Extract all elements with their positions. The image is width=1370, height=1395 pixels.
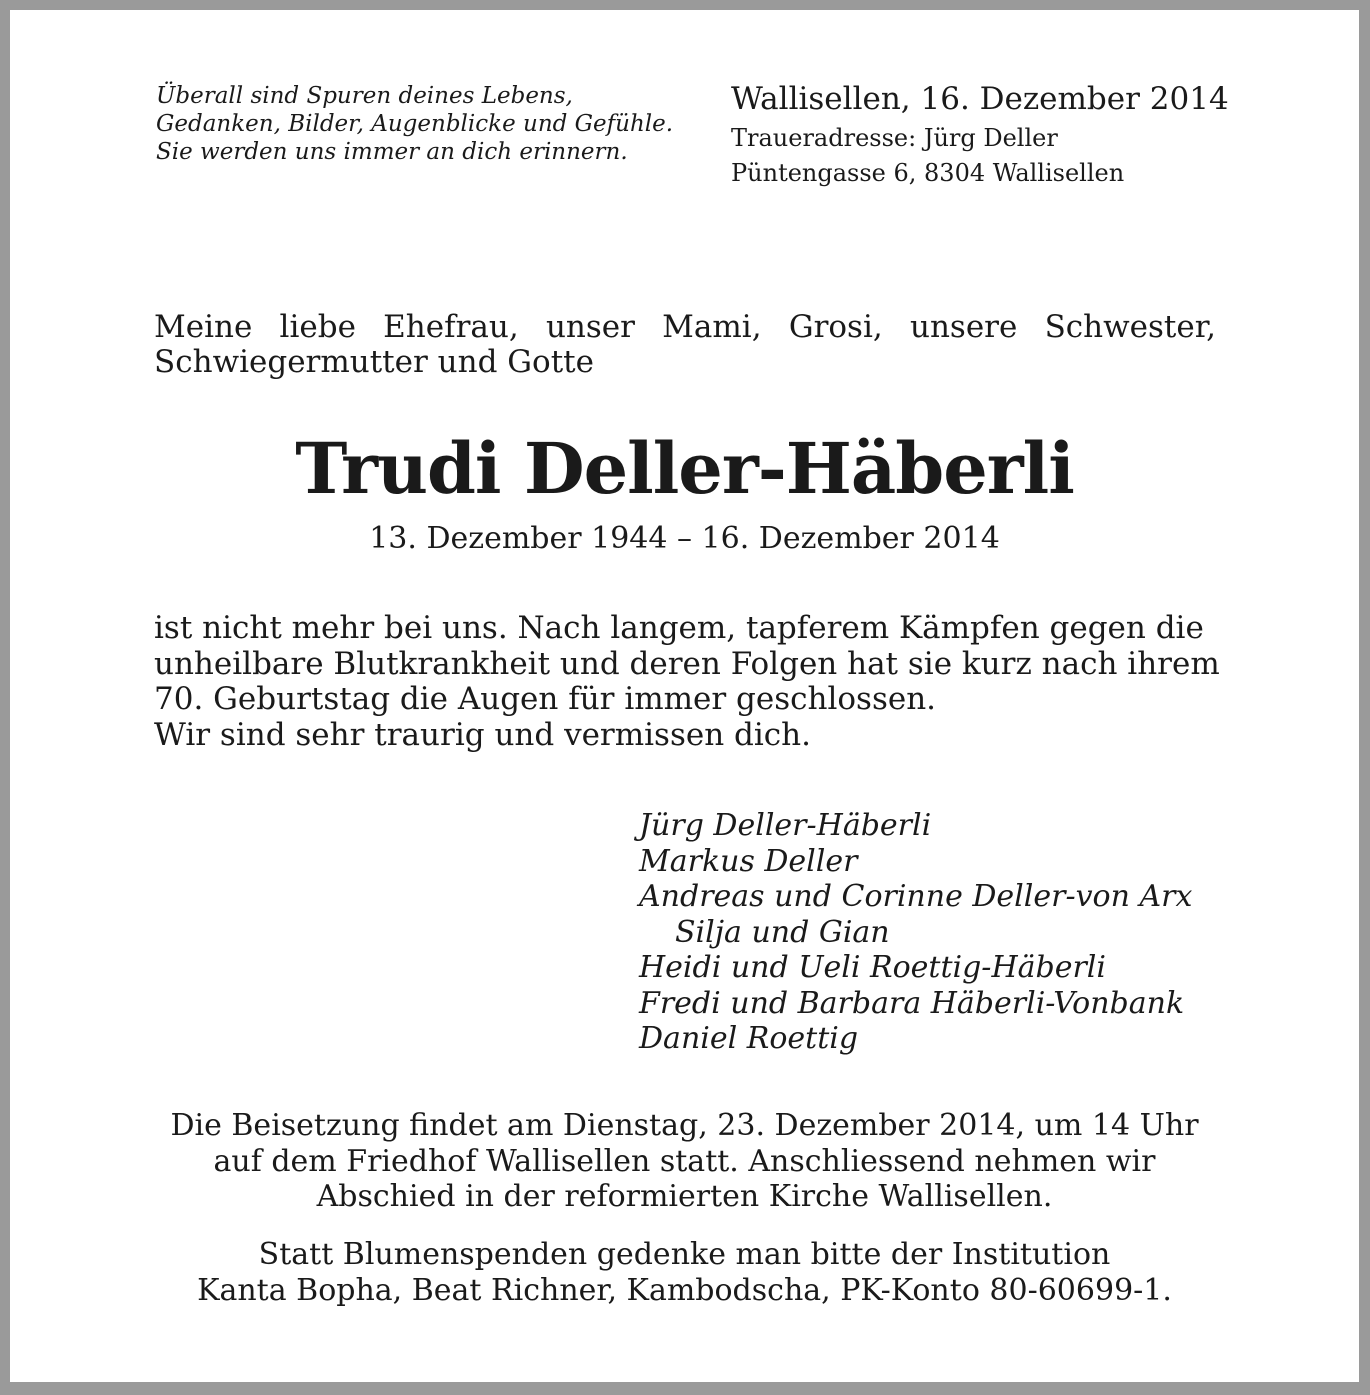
- burial-line: Abschied in der reformierten Kirche Wallisellen.: [316, 1179, 1053, 1214]
- mourner-name: Jürg Deller-Häberli: [639, 808, 932, 843]
- mourner-name: Heidi und Ueli Roettig-Häberli: [639, 950, 1106, 985]
- obituary-page: [10, 10, 1359, 1382]
- mourners-list: [639, 808, 1192, 1057]
- deceased-name: Trudi Deller-Häberli: [295, 427, 1074, 510]
- message-line: 70. Geburtstag die Augen für immer geschlossen.: [154, 681, 937, 717]
- intro-line: Schwiegermutter und Gotte: [154, 344, 594, 380]
- message-line: ist nicht mehr bei uns. Nach langem, tapferem Kämpfen gegen die: [154, 610, 1204, 646]
- burial-line: Die Beisetzung findet am Dienstag, 23. Dezember 2014, um 14 Uhr: [170, 1108, 1199, 1143]
- motto-line: Überall sind Spuren deines Lebens,: [156, 83, 573, 109]
- life-dates: 13. Dezember 1944 – 16. Dezember 2014: [369, 521, 1000, 556]
- mourner-name: Andreas und Corinne Deller-von Arx: [639, 879, 1193, 914]
- donation-notice: [10, 1237, 1359, 1308]
- burial-line: auf dem Friedhof Wallisellen statt. Anschliessend nehmen wir: [213, 1143, 1156, 1179]
- intro-text: [154, 310, 1216, 380]
- place-date: Wallisellen, 16. Dezember 2014: [731, 81, 1229, 117]
- donation-line: Kanta Bopha, Beat Richner, Kambodscha, PK-Konto 80-60699-1.: [197, 1272, 1172, 1308]
- motto-line: Sie werden uns immer an dich erinnern.: [156, 139, 628, 165]
- motto-verse: [156, 82, 696, 166]
- mourner-name: Daniel Roettig: [639, 1021, 859, 1056]
- burial-notice: [10, 1108, 1359, 1215]
- donation-line: Statt Blumenspenden gedenke man bitte der Institution: [258, 1237, 1111, 1272]
- mourning-address-name: Traueradresse: Jürg Deller: [731, 124, 1058, 152]
- mourning-address-street: Püntengasse 6, 8304 Wallisellen: [731, 159, 1125, 187]
- mourner-name: Markus Deller: [639, 843, 858, 879]
- intro-line: Meine liebe Ehefrau, unser Mami, Grosi, unsere Schwester,: [154, 309, 1216, 345]
- message-text: [154, 610, 1220, 753]
- message-line: unheilbare Blutkrankheit und deren Folgen hat sie kurz nach ihrem: [154, 645, 1220, 682]
- message-line: Wir sind sehr traurig und vermissen dich.: [154, 716, 811, 753]
- motto-line: Gedanken, Bilder, Augenblicke und Gefühle.: [156, 111, 674, 137]
- mourner-name: Fredi und Barbara Häberli-Vonbank: [639, 985, 1185, 1021]
- mourner-name: Silja und Gian: [675, 914, 890, 950]
